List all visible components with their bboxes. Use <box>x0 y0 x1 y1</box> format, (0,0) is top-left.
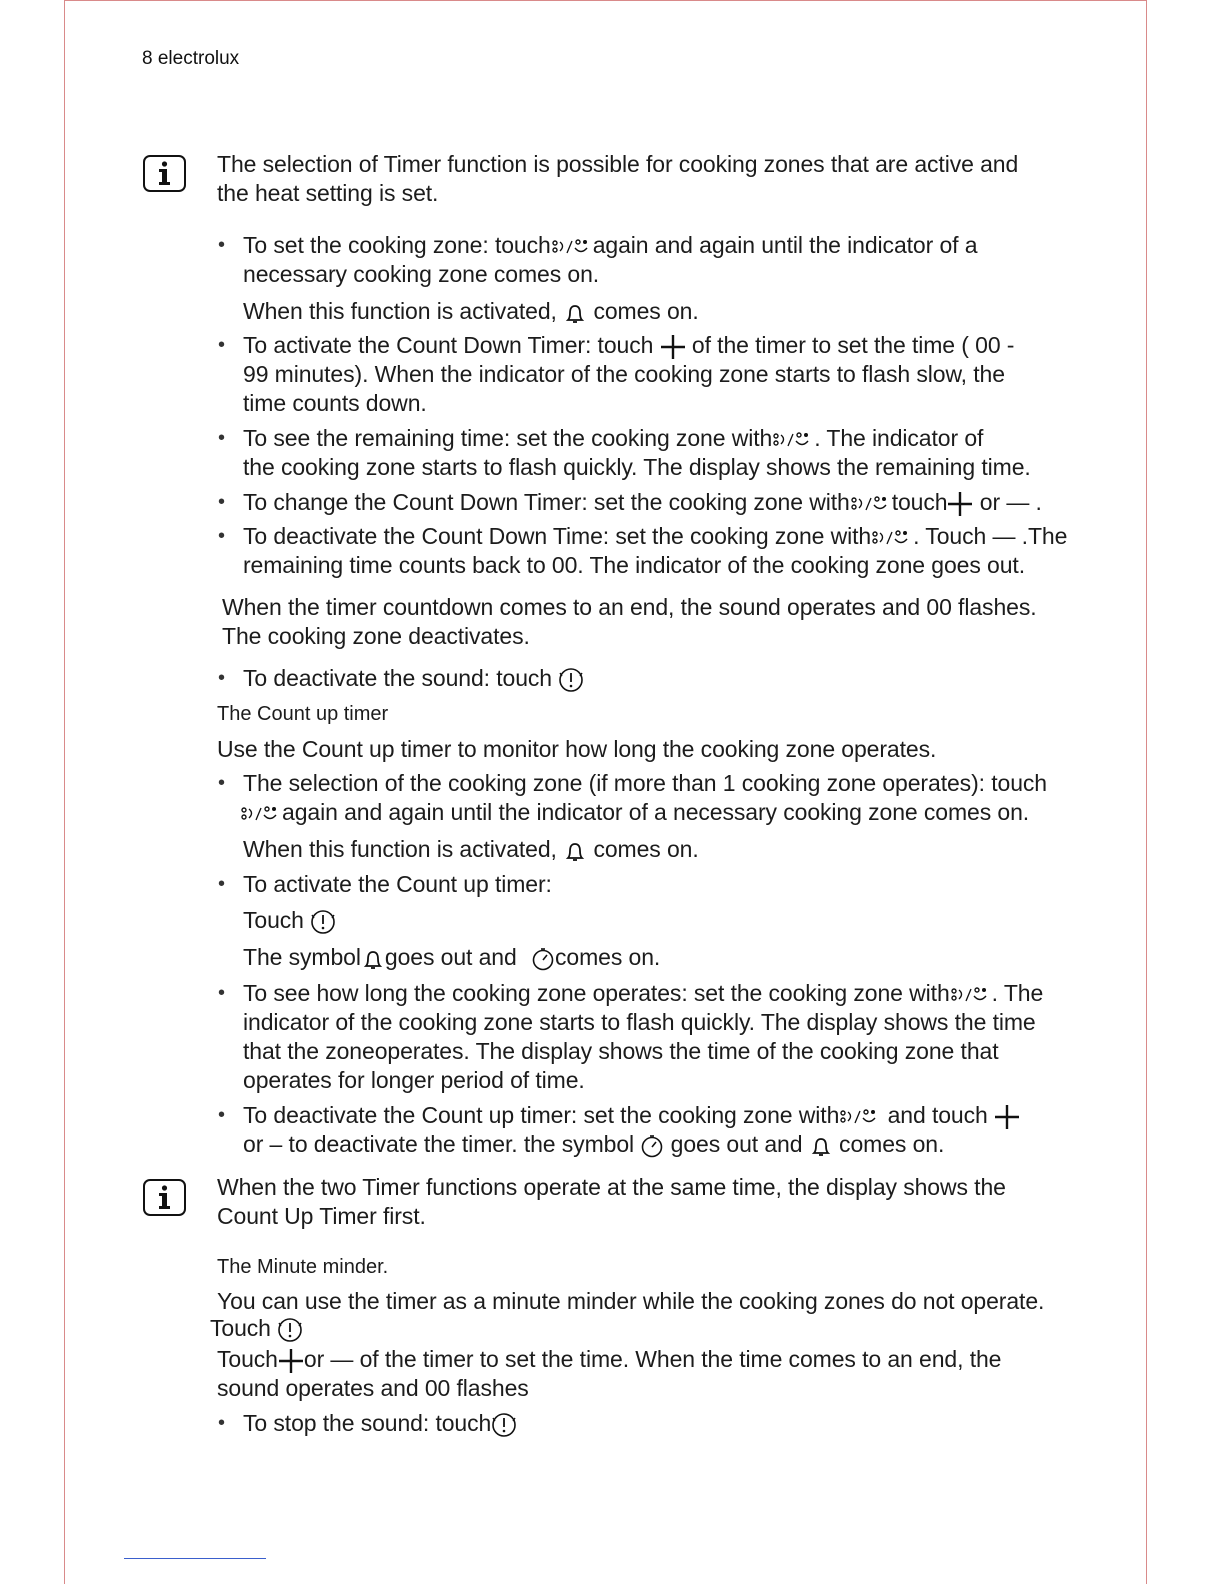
text: or — of the timer to set the time. When the time comes to an end, the <box>303 1346 1002 1372</box>
list-item-line: 99 minutes). When the indicator of the cooking zone starts to flash slow, the <box>243 361 1005 387</box>
text: To deactivate the Count up timer: set the cooking zone with <box>243 1102 840 1128</box>
text: To see how long the cooking zone operates: set the cooking zone with <box>243 980 950 1006</box>
text: comes on. <box>593 298 699 324</box>
plus-icon <box>994 1104 1020 1130</box>
list-item <box>243 331 1014 360</box>
text: or <box>979 489 1001 515</box>
bell-icon <box>361 947 385 971</box>
bullet: • <box>218 427 226 449</box>
bullet: • <box>218 525 226 547</box>
footnote-rule <box>124 1558 266 1559</box>
note-text-line: The selection of Timer function is possible for cooking zones that are active and <box>217 151 1019 177</box>
zone-select-icon <box>950 986 992 1004</box>
text: . The indicator of <box>814 425 984 451</box>
list-item-line <box>243 835 699 864</box>
bullet: • <box>218 234 226 256</box>
stopwatch-icon <box>531 947 555 971</box>
text: goes out and <box>670 1131 803 1157</box>
zone-select-icon <box>871 529 913 547</box>
list-item-line: The selection of the cooking zone (if more than 1 cooking zone operates): touch <box>243 770 1047 796</box>
section-heading: The Count up timer <box>217 703 389 725</box>
text: or – to deactivate the timer. the symbol <box>243 1131 635 1157</box>
bullet: • <box>218 982 226 1004</box>
note-text-line: When the two Timer functions operate at the same time, the display shows the <box>217 1174 1006 1200</box>
text: To stop the sound: touch <box>243 1410 492 1436</box>
list-item <box>243 664 584 693</box>
paragraph-line: You can use the timer as a minute minder while the cooking zones do not operate. <box>217 1288 1045 1314</box>
bullet: • <box>218 491 226 513</box>
list-item-line: remaining time counts back to 00. The indicator of the cooking zone goes out. <box>243 552 1026 578</box>
list-item-line <box>243 906 336 935</box>
paragraph-line: Use the Count up timer to monitor how long the cooking zone operates. <box>217 736 937 762</box>
paragraph-line: sound operates and 00 flashes <box>217 1375 529 1401</box>
list-item-line: necessary cooking zone comes on. <box>243 261 600 287</box>
text: comes on. <box>839 1131 945 1157</box>
text: again and again until the indicator of a necessary cooking zone comes on. <box>282 799 1030 825</box>
text: Touch <box>217 1346 278 1372</box>
text: When this function is activated, <box>243 836 557 862</box>
list-item-line <box>243 943 660 972</box>
text: . The <box>991 980 1044 1006</box>
page-border-right <box>1146 0 1147 1584</box>
bell-icon <box>563 839 587 863</box>
list-item <box>243 522 1067 551</box>
list-item-line: operates for longer period of time. <box>243 1067 585 1093</box>
timer-key-icon <box>491 1412 517 1438</box>
note-text-line: Count Up Timer first. <box>217 1203 426 1229</box>
page-number: 8 <box>142 48 153 69</box>
zone-select-icon <box>850 495 892 513</box>
text: . Touch — .The <box>913 523 1068 549</box>
paragraph-line: When the timer countdown comes to an end, the sound operates and 00 flashes. <box>222 594 1037 620</box>
info-icon <box>143 155 186 192</box>
text: When this function is activated, <box>243 298 557 324</box>
list-item <box>243 231 977 260</box>
plus-icon <box>947 491 973 517</box>
zone-select-icon <box>551 238 593 256</box>
zone-select-icon <box>839 1108 881 1126</box>
text: goes out and <box>384 944 517 970</box>
text: To deactivate the Count Down Time: set the cooking zone with <box>243 523 872 549</box>
bullet: • <box>218 772 226 794</box>
bell-icon <box>809 1134 833 1158</box>
bullet: • <box>218 334 226 356</box>
text: To change the Count Down Timer: set the cooking zone with <box>243 489 850 515</box>
text: and touch <box>887 1102 988 1128</box>
brand-name: electrolux <box>157 48 240 69</box>
info-icon <box>143 1179 186 1216</box>
bullet: • <box>218 1104 226 1126</box>
list-item-line: indicator of the cooking zone starts to flash quickly. The display shows the time <box>243 1009 1036 1035</box>
list-item-line: To activate the Count up timer: <box>243 871 552 897</box>
list-item <box>243 488 1042 517</box>
paragraph-line: The cooking zone deactivates. <box>222 623 530 649</box>
text: The symbol <box>243 944 361 970</box>
list-item-line: time counts down. <box>243 390 427 416</box>
text: touch <box>891 489 948 515</box>
list-item <box>243 424 983 453</box>
page-header <box>142 48 239 70</box>
list-item-line: that the zoneoperates. The display shows the time of the cooking zone that <box>243 1038 999 1064</box>
text: comes on. <box>554 944 661 970</box>
zone-select-icon <box>772 431 814 449</box>
text: To set the cooking zone: touch <box>243 232 551 258</box>
text: again and again until the indicator of a <box>592 232 978 258</box>
list-item <box>243 1409 517 1438</box>
text: To deactivate the sound: touch <box>243 665 552 691</box>
page-border-top <box>64 0 1147 1</box>
zone-select-icon <box>240 805 282 823</box>
text: To see the remaining time: set the cooking zone with <box>243 425 773 451</box>
plus-icon <box>278 1348 304 1374</box>
bullet: • <box>218 1412 226 1434</box>
timer-key-icon <box>558 667 584 693</box>
list-item-line: the cooking zone starts to flash quickly. The display shows the remaining time. <box>243 454 1031 480</box>
stopwatch-icon <box>640 1134 664 1158</box>
text: Touch <box>210 1315 271 1341</box>
page-border-left <box>64 0 65 1584</box>
section-heading: The Minute minder. <box>217 1256 389 1278</box>
timer-key-icon <box>277 1317 303 1343</box>
text: — . <box>1006 489 1042 515</box>
list-item <box>240 798 1029 827</box>
paragraph-line <box>210 1314 303 1343</box>
paragraph-line <box>217 1345 1001 1374</box>
list-item <box>243 979 1043 1008</box>
bell-icon <box>563 301 587 325</box>
bullet: • <box>218 873 226 895</box>
text: comes on. <box>593 836 699 862</box>
text: To activate the Count Down Timer: touch <box>243 332 654 358</box>
note-text-line: the heat setting is set. <box>217 180 439 206</box>
bullet: • <box>218 667 226 689</box>
text: Touch <box>243 907 304 933</box>
list-item <box>243 1101 1020 1130</box>
list-item-line <box>243 1130 944 1159</box>
plus-icon <box>660 334 686 360</box>
list-item-line <box>243 297 699 326</box>
timer-key-icon <box>310 909 336 935</box>
text: of the timer to set the time ( 00 - <box>691 332 1015 358</box>
